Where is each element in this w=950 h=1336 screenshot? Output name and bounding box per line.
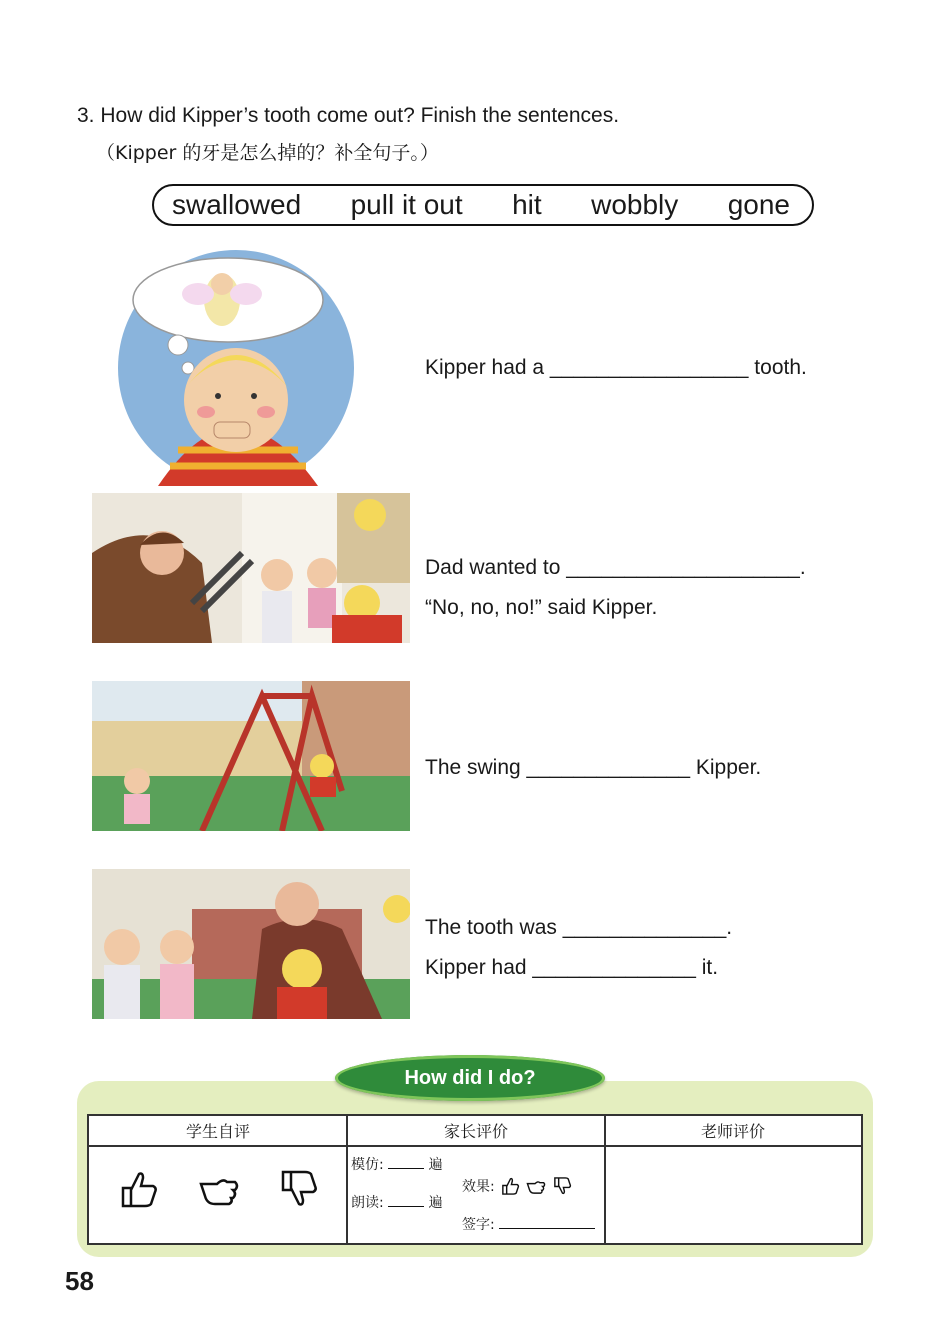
sign-blank[interactable] (499, 1214, 595, 1229)
illustration-dad-pliers (92, 493, 410, 643)
sentence-3-line-1: The swing ______________ Kipper. (425, 756, 762, 779)
thumb-sideways-icon[interactable] (197, 1168, 241, 1215)
small-thumbs-up-icon[interactable] (499, 1176, 521, 1196)
word-bank-item: pull it out (350, 189, 463, 220)
page-number: 58 (65, 1266, 94, 1296)
illustration-swing (92, 681, 410, 831)
parent-effect: 效果: (462, 1176, 573, 1196)
imitate-blank[interactable] (388, 1154, 424, 1169)
column-teacher: 老师评价 (605, 1116, 861, 1147)
sentence-1-line-1: Kipper had a _________________ tooth. (425, 356, 807, 379)
small-thumbs-down-icon[interactable] (551, 1176, 573, 1196)
word-bank-item: wobbly (591, 189, 679, 220)
word-bank-item: hit (512, 189, 542, 220)
read-blank[interactable] (388, 1192, 424, 1207)
thumbs-up-icon[interactable] (117, 1168, 159, 1215)
sentence-4-line-1: The tooth was ______________. (425, 916, 733, 939)
word-bank-item: gone (727, 189, 790, 220)
illustration-kipper-wobbly-tooth (118, 250, 354, 486)
question-title: 3. How did Kipper’s tooth come out? Finish the sentences. (77, 104, 620, 127)
sentence-2-line-1: Dad wanted to ____________________. (425, 556, 806, 579)
word-bank-item: swallowed (172, 189, 302, 220)
evaluation-table (87, 1114, 863, 1245)
parent-sign: 签字: (462, 1214, 595, 1234)
sentence-2-line-2: “No, no, no!” said Kipper. (425, 596, 658, 619)
question-subtitle: （Kipper 的牙是怎么掉的？补全句子。） (96, 142, 439, 164)
column-student: 学生自评 (89, 1116, 347, 1147)
thumbs-down-icon[interactable] (277, 1168, 319, 1215)
teacher-evaluation-area[interactable] (607, 1147, 861, 1243)
column-parent: 家长评价 (347, 1116, 605, 1147)
illustration-tooth-gone (92, 869, 410, 1019)
small-thumb-sideways-icon[interactable] (525, 1176, 547, 1196)
parent-imitate: 模仿: 遍 (351, 1154, 443, 1174)
sentence-4-line-2: Kipper had ______________ it. (425, 956, 719, 979)
evaluation-header: How did I do? (335, 1055, 605, 1101)
word-bank (152, 184, 814, 226)
parent-read: 朗读: 遍 (351, 1192, 443, 1212)
